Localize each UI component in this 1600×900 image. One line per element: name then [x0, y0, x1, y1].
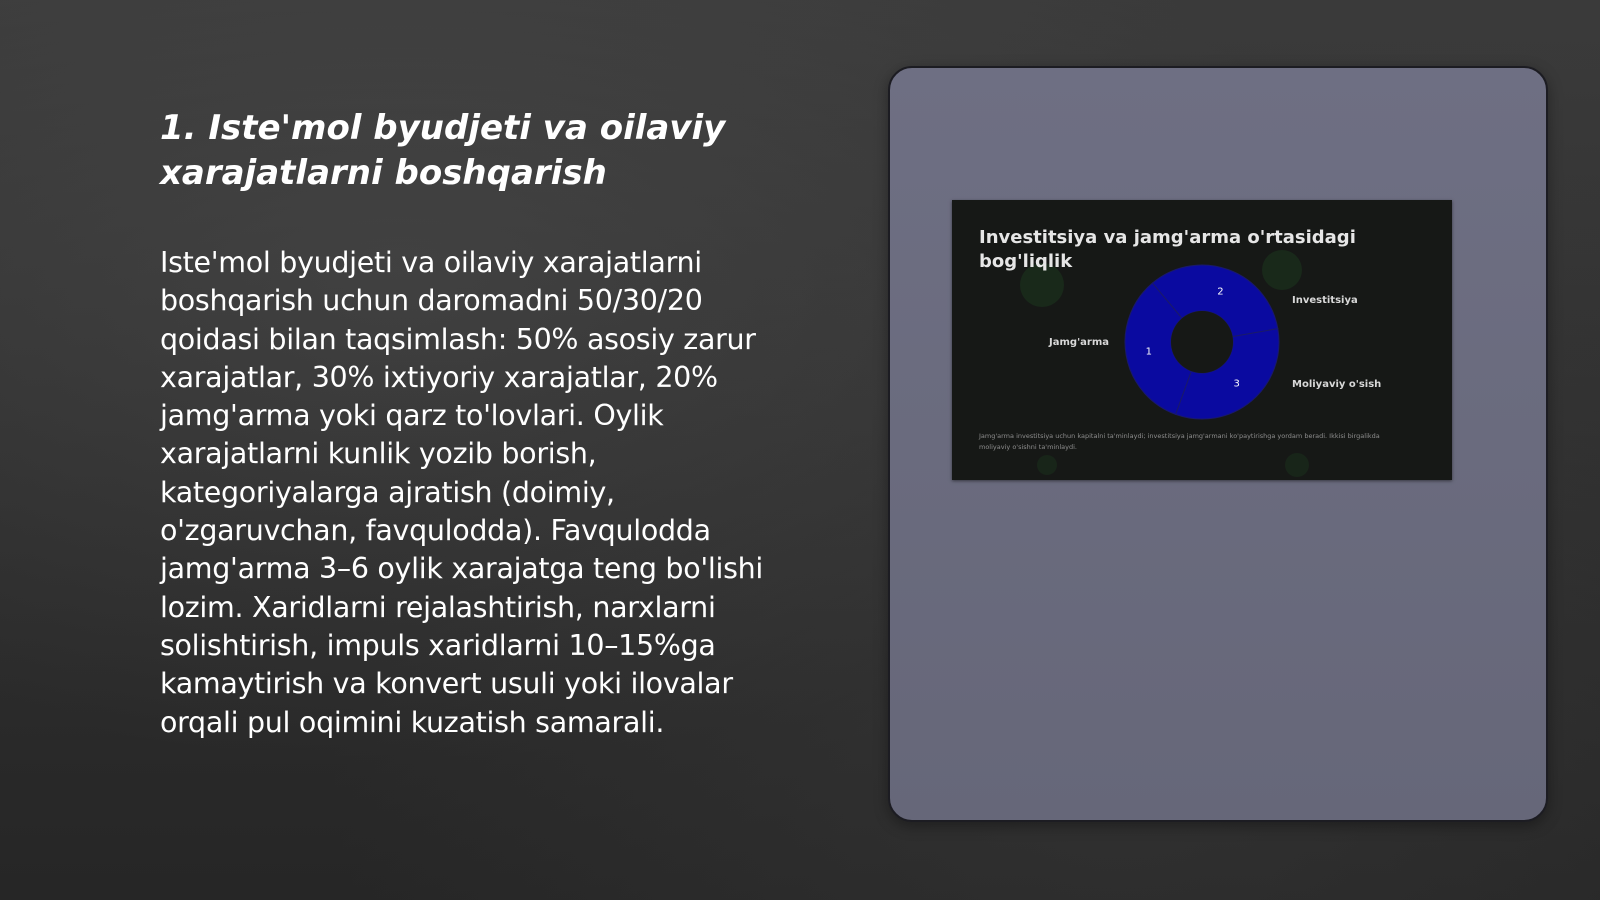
slide-title: 1. Iste'mol byudjeti va oilaviy xarajatlarni boshqarish: [160, 108, 726, 193]
slide-body-text: Iste'mol byudjeti va oilaviy xarajatlarni boshqarish uchun daromadni 50/30/20 qoidasi bilan taqsimlash: 50% asosiy zarur xarajatlar, 30% ixtiyoriy xarajatlar, 20% jamg'arma yoki qarz to'lovlari. Oylik xarajatlarni kunlik yozib borish, kategoriyalarga ajratish (doimiy, o'zgaruvchan, favqulodda). Favqulodda jamg'arma 3–6 oylik xarajatga teng bo'lishi lozim. Xaridlarni rejalashtirish, narxlarni solishtirish, impuls xaridlarni 10–15%ga kamaytirish va konvert usuli yoki ilovalar orqali pul oqimini kuzatish samarali.: [160, 246, 764, 739]
slice-number-2: 2: [1217, 286, 1224, 298]
chart-thumbnail: [952, 200, 1452, 480]
category-label-3: Moliyaviy o'sish: [1292, 379, 1382, 390]
donut-hole: [1171, 311, 1233, 373]
chart-footnote: Jamg'arma investitsiya uchun kapitalni ta'minlaydi; investitsiya jamg'armani ko'paytirishga yordam beradi. Ikkisi birgalikda moliyaviy o'sishni ta'minlaydi.: [979, 432, 1380, 451]
slice-number-1: 1: [1145, 346, 1153, 358]
slice-number-3: 3: [1233, 378, 1240, 390]
category-label-2: Investitsiya: [1292, 295, 1358, 306]
donut-slices: [1125, 265, 1279, 419]
category-label-1: Jamg'arma: [1049, 337, 1109, 348]
image-card: [888, 66, 1548, 822]
chart-title: Investitsiya va jamg'arma o'rtasidagi bog'liqlik: [979, 227, 1356, 272]
